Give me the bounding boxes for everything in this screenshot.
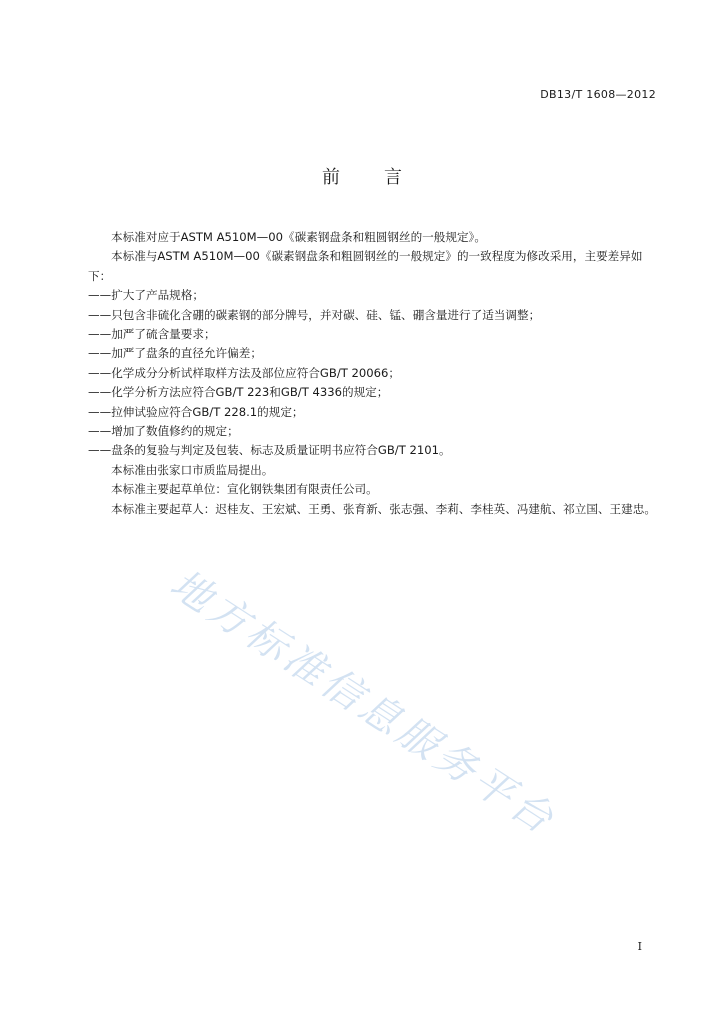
intro-paragraph-2: 本标准与ASTM A510M—00《碳素钢盘条和粗圆钢丝的一般规定》的一致程度为修改采用，主要差异如下： bbox=[88, 249, 643, 283]
drafting-unit-statement: 本标准主要起草单位：宣化钢铁集团有限责任公司。 bbox=[111, 482, 378, 497]
watermark-text: 地方标准信息服务平台 bbox=[161, 561, 565, 845]
intro-paragraph-1: 本标准对应于ASTM A510M—00《碳素钢盘条和粗圆钢丝的一般规定》。 bbox=[111, 230, 486, 244]
document-code: DB13/T 1608—2012 bbox=[540, 88, 656, 101]
page-number: I bbox=[637, 940, 642, 953]
foreword-body bbox=[88, 228, 658, 519]
difference-item: ——只包含非硫化含硼的碳素钢的部分牌号，并对碳、硅、锰、硼含量进行了适当调整； bbox=[88, 307, 541, 322]
page-title: 前言 bbox=[322, 167, 446, 188]
drafters-statement: 本标准主要起草人：迟桂友、王宏斌、王勇、张育新、张志强、李莉、李桂英、冯建航、祁立国、王建忠。 bbox=[111, 501, 656, 516]
difference-item: ——化学成分分析试样取样方法及部位应符合GB/T 20066； bbox=[88, 365, 400, 380]
difference-item: ——增加了数值修约的规定； bbox=[88, 424, 239, 439]
difference-item: ——化学分析方法应符合GB/T 223和GB/T 4336的规定； bbox=[88, 385, 389, 400]
difference-item: ——盘条的复验与判定及包装、标志及质量证明书应符合GB/T 2101。 bbox=[88, 443, 451, 458]
proposer-statement: 本标准由张家口市质监局提出。 bbox=[111, 462, 274, 477]
difference-item: ——加严了硫含量要求； bbox=[88, 327, 216, 342]
difference-item: ——拉伸试验应符合GB/T 228.1的规定； bbox=[88, 404, 304, 419]
difference-item: ——加严了盘条的直径允许偏差； bbox=[88, 346, 262, 361]
difference-item: ——扩大了产品规格； bbox=[88, 288, 204, 303]
